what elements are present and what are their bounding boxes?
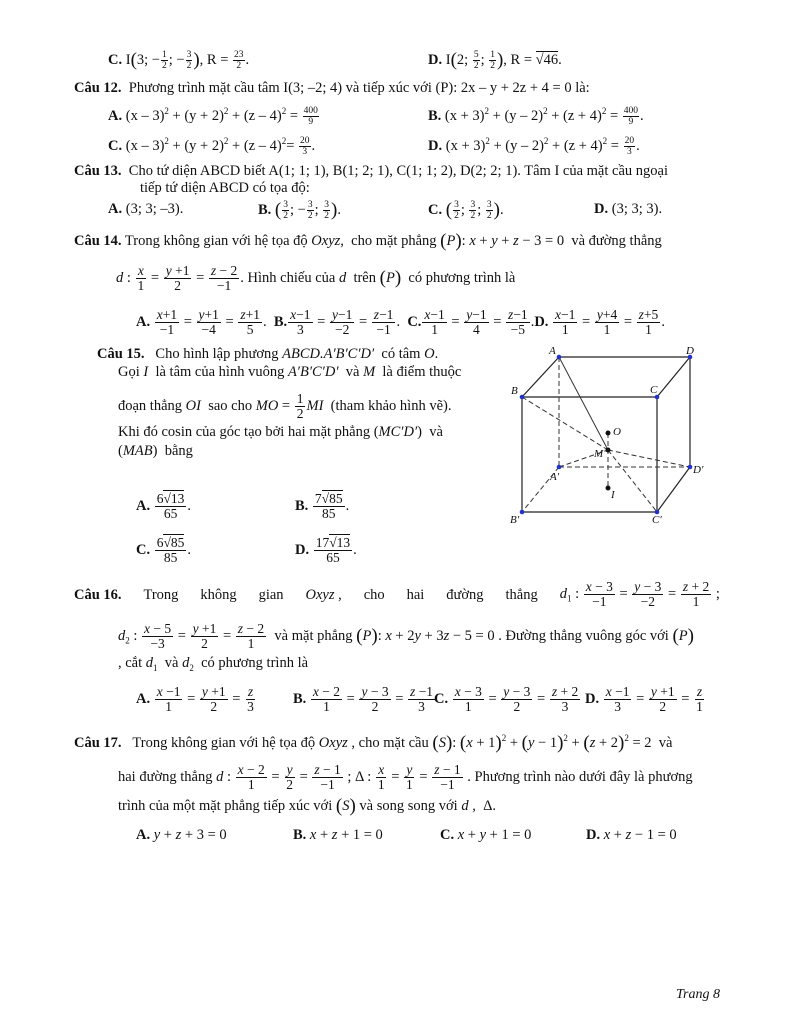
label-D: D bbox=[686, 345, 694, 357]
q14-stem-1: Câu 14. Trong không gian với hệ tọa độ Oxyz, cho mặt phẳng (P): x + y + z − 3 = 0 và đường thẳng bbox=[74, 230, 662, 252]
q13-option-b: B. ( $\frac{3}{2}$ ; − $\frac{3}{2}$ ; $\frac{3}{2}$ ). bbox=[258, 199, 341, 221]
q17-stem-3: trình của một mặt phẳng tiếp xúc với (S) và song song với d , Δ. bbox=[118, 795, 497, 817]
q13-stem-1: Câu 13. Cho tứ diện ABCD biết A(1; 1; 1), B(1; 2; 1), C(1; 1; 2), D(2; 2; 1). Tâm I của mặt cầu ngoại bbox=[74, 163, 668, 179]
q15-stem-3: đoạn thẳng OI sao cho MO = $\frac{1}{2}$ MI (tham khảo hình vẽ). bbox=[118, 391, 452, 421]
q12-option-d: D. $(x + 3)^2 + (y - 2)^2 + (z + 4)^2$ = $\frac{20}{3}$ . bbox=[428, 136, 640, 157]
q16-stem-3: , cắt $d_1$ và $d_2$ có phương trình là bbox=[118, 655, 309, 673]
q15-option-c: C. $\frac{6√85}{85}$ . bbox=[136, 535, 192, 565]
page-number: Trang 8 bbox=[676, 987, 720, 1002]
q15-option-d: D. $\frac{17√13}{65}$ . bbox=[295, 535, 357, 565]
q17-option-b: B. x + z + 1 = 0 bbox=[293, 827, 383, 843]
q14-stem-2: d : $\frac{x}{1}$ = $\frac{y +1}{2}$ = $\frac{z - 2}{-1}$ . Hình chiếu của d trên (P) có phương trình là bbox=[116, 263, 516, 293]
q15-option-b: B. $\frac{7√85}{85}$ . bbox=[295, 491, 350, 521]
label-B-prime: B′ bbox=[510, 514, 520, 526]
q16-stem-2: $d_2$ : $\frac{x - 5}{-3}$ = $\frac{y +1}{2}$ = $\frac{z - 2}{1}$ và mặt phẳng (P): x + 2y + 3z − 5 = 0 . Đường thẳng vuông góc với (P) bbox=[118, 621, 694, 651]
q15-stem-4: Khi đó cosin của góc tạo bởi hai mặt phẳng (MC′D′) và bbox=[118, 424, 443, 440]
cube-figure bbox=[500, 340, 730, 530]
q11-option-c: C. I(3; − $\frac{1}{2}$ ; − $\frac{3}{2}$ ), R = $\frac{23}{2}$ . bbox=[108, 49, 250, 71]
q15-stem-5: (MAB) bằng bbox=[118, 443, 193, 459]
label-I: I bbox=[611, 489, 615, 501]
q12-stem: Câu 12. Phương trình mặt cầu tâm I(3; –2; 4) và tiếp xúc với (P): 2x – y + 2z + 4 = 0 là: bbox=[74, 80, 590, 96]
q17-option-c: C. x + y + 1 = 0 bbox=[440, 827, 532, 843]
q12-option-a: A. $(x - 3)^2 + (y + 2)^2 + (z - 4)^2$ = $\frac{400}{9}$ bbox=[108, 106, 318, 127]
q11-option-d: D. I(2; $\frac{5}{2}$ ; $\frac{1}{2}$ ), R = √46. bbox=[428, 49, 562, 71]
q17-stem-1: Câu 17. Trong không gian với hệ tọa độ Oxyz , cho mặt cầu (S): $(x + 1)^2 + (y - 1)^2 + (z + 2)^2 = 2$ và bbox=[74, 732, 673, 754]
label-C: C bbox=[650, 384, 658, 396]
q13-stem-2: tiếp tứ diện ABCD có tọa độ: bbox=[140, 180, 310, 196]
q16-stem-1: Câu 16. Trong không gian Oxyz , cho hai đường thẳng $d_1$ : $\frac{x - 3}{-1}$ = $\frac{y - 3}{-2}$ = $\frac{z + 2}{1}$ ; bbox=[74, 579, 720, 609]
label-A-prime: A′ bbox=[550, 471, 560, 483]
q15-option-a: A. $\frac{6√13}{65}$ . bbox=[136, 491, 192, 521]
q15-stem-1: Câu 15. Cho hình lập phương ABCD.A′B′C′D′ có tâm O. bbox=[97, 346, 439, 362]
q14-options: A. $\frac{x+1}{-1}$ = $\frac{y+1}{-4}$ = $\frac{z+1}{5}$ . B. $\frac{x-1}{3}$ = $\frac{y-1}{-2}$ = $\frac{z-1}{-1}$ . C. $\frac{x-1}{1}$ = $\frac{y-1}{4}$ = $\frac{z-1}{-5}$ .D. $\frac{x-1}{1}$ = $\frac{y+4}{1}$ = $\frac{z+5}{1}$ . bbox=[136, 307, 665, 337]
label-B: B bbox=[511, 385, 518, 397]
q17-stem-2: hai đường thẳng d : $\frac{x - 2}{1}$ = $\frac{y}{2}$ = $\frac{z - 1}{-1}$ ; Δ : $\frac{x}{1}$ = $\frac{y}{1}$ = $\frac{z - 1}{-1}$ . Phương trình nào dưới đây là phương bbox=[118, 762, 693, 792]
q13-option-a: A. (3; 3; –3). bbox=[108, 201, 184, 217]
label-C-prime: C′ bbox=[652, 514, 662, 526]
label-O: O bbox=[613, 426, 621, 438]
q16-option-a: A. $\frac{x -1}{1}$ = $\frac{y +1}{2}$ = $\frac{z}{3}$ bbox=[136, 684, 254, 714]
q12-option-c: C. $(x - 3)^2 + (y + 2)^2 + (z - 4)^2=$ $\frac{20}{3}$ . bbox=[108, 136, 316, 157]
q16-option-c: C. $\frac{x - 3}{1}$ = $\frac{y - 3}{2}$ = $\frac{z + 2}{3}$ bbox=[434, 684, 579, 714]
label-D-prime: D′ bbox=[693, 464, 704, 476]
label-M: M bbox=[594, 448, 604, 460]
label-A: A bbox=[549, 345, 556, 357]
q12-option-b: B. $(x + 3)^2 + (y - 2)^2 + (z + 4)^2$ = $\frac{400}{9}$ . bbox=[428, 106, 644, 127]
q13-option-d: D. (3; 3; 3). bbox=[594, 201, 663, 217]
q16-option-b: B. $\frac{x - 2}{1}$ = $\frac{y - 3}{2}$ = $\frac{z -1}{3}$ bbox=[293, 684, 434, 714]
q13-option-c: C. ( $\frac{3}{2}$ ; $\frac{3}{2}$ ; $\frac{3}{2}$ ). bbox=[428, 199, 504, 221]
q17-option-a: A. y + z + 3 = 0 bbox=[136, 827, 227, 843]
q17-option-d: D. x + z − 1 = 0 bbox=[586, 827, 677, 843]
q16-option-d: D. $\frac{x -1}{3}$ = $\frac{y +1}{2}$ = $\frac{z}{1}$ bbox=[585, 684, 703, 714]
q15-stem-2: Gọi I là tâm của hình vuông A′B′C′D′ và M là điểm thuộc bbox=[118, 364, 462, 380]
